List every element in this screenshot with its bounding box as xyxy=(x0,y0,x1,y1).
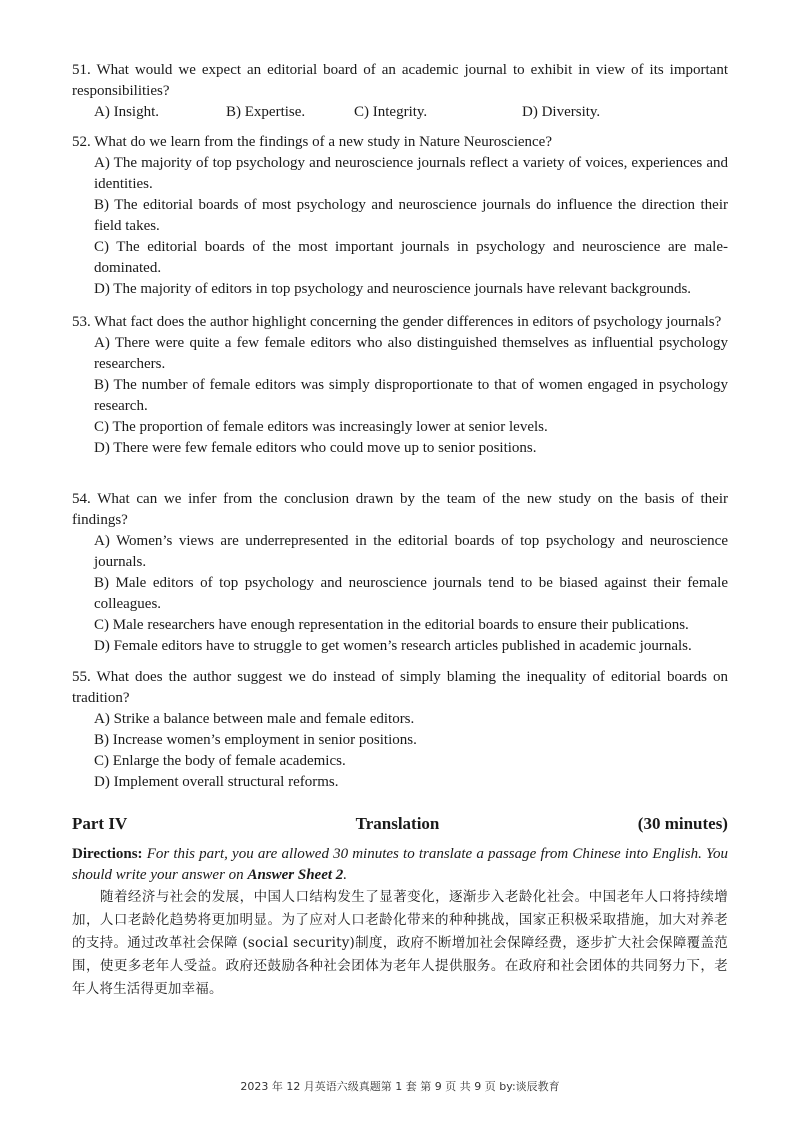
question-text: What do we learn from the findings of a new study in Nature Neuroscience? xyxy=(94,134,552,150)
option-c: C) Enlarge the body of female academics. xyxy=(94,753,346,769)
option-d: D) Female editors have to struggle to get women’s research articles published in academic journals. xyxy=(94,638,692,654)
question-53 xyxy=(72,312,728,459)
question-52 xyxy=(72,132,728,300)
question-stem xyxy=(72,60,728,102)
question-55 xyxy=(72,667,728,793)
part-header xyxy=(72,814,728,834)
page-footer: 2023 年 12 月英语六级真题第 1 套 第 9 页 共 9 页 by:谈辰教育 xyxy=(240,1080,560,1093)
option-b: B) Male editors of top psychology and neuroscience journals tend to be biased against their female colleagues. xyxy=(94,575,728,612)
question-stem xyxy=(72,667,728,709)
directions-label: Directions: xyxy=(72,846,143,862)
option-a: A) Women’s views are underrepresented in the editorial boards of top psychology and neuroscience journals. xyxy=(94,533,728,570)
option-a: A) Insight. xyxy=(94,104,159,120)
option-a: A) There were quite a few female editors who also distinguished themselves as influential psychology researchers. xyxy=(94,335,728,372)
question-number: 51. xyxy=(72,62,91,78)
directions-end: . xyxy=(343,867,348,883)
question-text: What does the author suggest we do instead of simply blaming the inequality of editorial boards on tradition? xyxy=(72,669,729,706)
part-title: Translation xyxy=(355,814,440,833)
option-b: B) Increase women’s employment in senior positions. xyxy=(94,732,417,748)
question-text: What can we infer from the conclusion drawn by the team of the new study on the basis of their findings? xyxy=(72,491,728,528)
question-stem xyxy=(72,132,728,153)
option-row xyxy=(72,102,728,123)
part-label: Part IV xyxy=(72,814,128,833)
option-a: A) Strike a balance between male and female editors. xyxy=(94,711,415,727)
answer-sheet-label: Answer Sheet 2 xyxy=(247,867,344,883)
question-stem xyxy=(72,489,728,531)
translation-passage: 随着经济与社会的发展，中国人口结构发生了显著变化，逐渐步入老龄化社会。中国老年人口将持续增加，人口老龄化趋势将更加明显。为了应对人口老龄化带来的种种挑战，国家正积极采取措施，加大对养老的支持。通过改革社会保障 (social security)制度，政府不断增加社会保障经费，逐步扩大社会保障覆盖范围，使更多老年人受益。政府还鼓励各种社会团体为老年人提供服务。在政府和社会团体的共同努力下，老年人将生活得更加幸福。 xyxy=(72,889,728,997)
option-c: C) The proportion of female editors was increasingly lower at senior levels. xyxy=(94,419,548,435)
question-54 xyxy=(72,489,728,657)
question-number: 52. xyxy=(72,134,91,150)
question-number: 55. xyxy=(72,669,91,685)
option-c: C) Integrity. xyxy=(354,104,428,120)
question-number: 54. xyxy=(72,491,91,507)
option-d: D) The majority of editors in top psychology and neuroscience journals have relevant backgrounds. xyxy=(94,281,692,297)
question-number: 53. xyxy=(72,314,91,330)
question-51 xyxy=(72,60,728,123)
option-b: B) Expertise. xyxy=(226,104,306,120)
question-text: What fact does the author highlight concerning the gender differences in editors of psychology journals? xyxy=(94,314,722,330)
option-d: D) Diversity. xyxy=(522,104,601,120)
option-c: C) The editorial boards of the most important journals in psychology and neuroscience are male-dominated. xyxy=(94,239,728,276)
option-d: D) There were few female editors who could move up to senior positions. xyxy=(94,440,537,456)
option-b: B) The number of female editors was simply disproportionate to that of women engaged in psychology research. xyxy=(94,377,728,414)
option-b: B) The editorial boards of most psychology and neuroscience journals do influence the direction their field takes. xyxy=(94,197,728,234)
question-text: What would we expect an editorial board of an academic journal to exhibit in view of its important responsibilities? xyxy=(72,62,729,99)
directions-text: For this part, you are allowed 30 minutes to translate a passage from Chinese into English. You should write your answer on xyxy=(72,846,729,883)
option-d: D) Implement overall structural reforms. xyxy=(94,774,339,790)
option-c: C) Male researchers have enough representation in the editorial boards to ensure their publications. xyxy=(94,617,689,633)
part-time: (30 minutes) xyxy=(637,814,728,833)
question-stem xyxy=(72,312,728,333)
directions xyxy=(72,844,728,886)
option-a: A) The majority of top psychology and neuroscience journals reflect a variety of voices, experiences and identities. xyxy=(94,155,728,192)
